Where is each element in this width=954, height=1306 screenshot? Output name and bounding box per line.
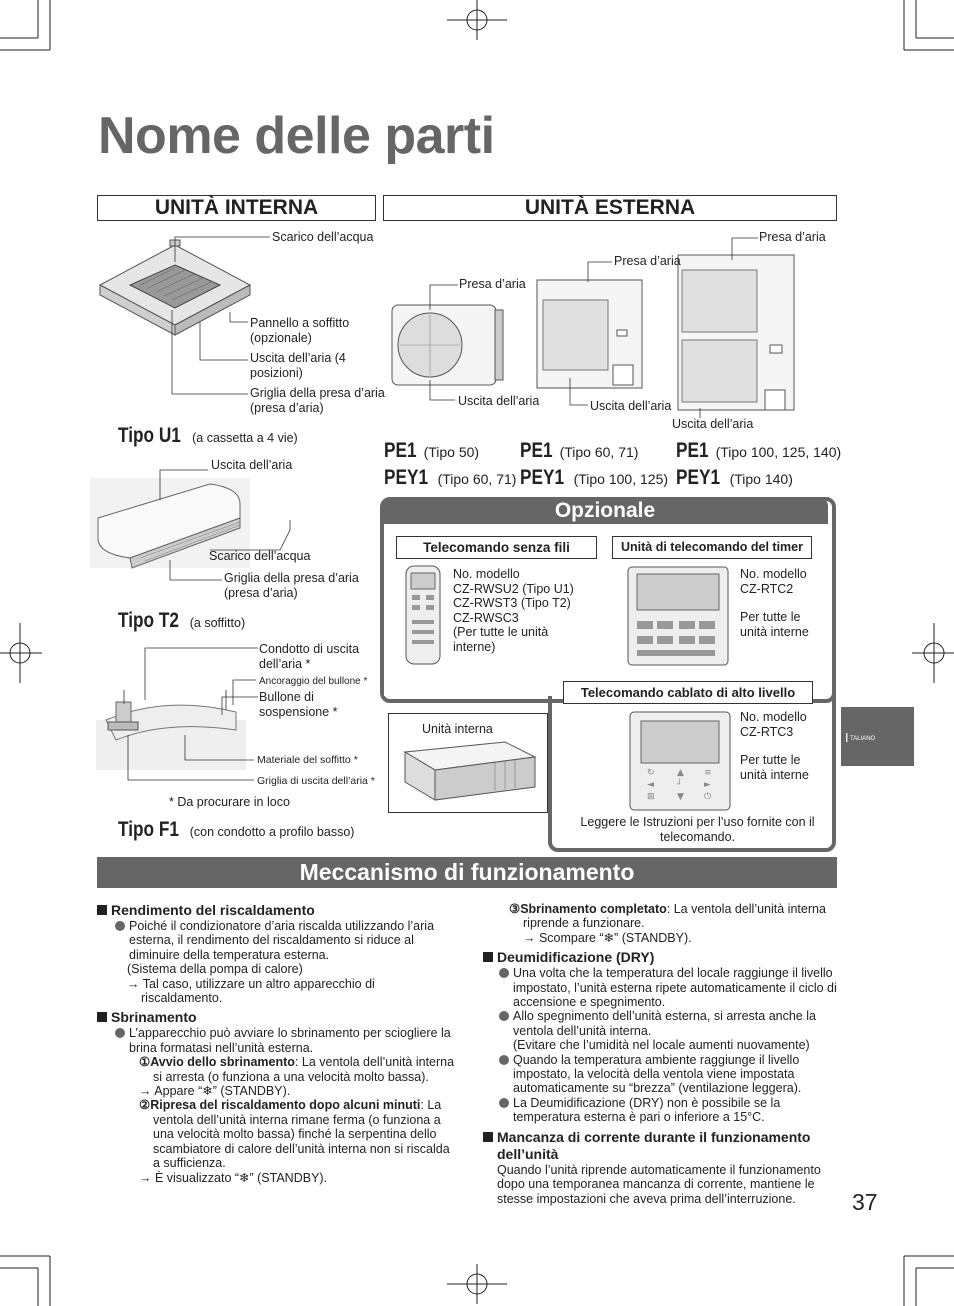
- timer-remote-text: [740, 567, 809, 639]
- t2-grille-label: Griglia della presa d’aria (presa d’aria): [224, 571, 359, 600]
- f1-ceiling-label: Materiale del soffitto *: [257, 754, 358, 766]
- dry-bullet-1: Una volta che la temperatura del locale raggiunge il livello impostato, l’unità esterna ripete automaticamente il ciclo di accensione e spegnimento.: [513, 966, 837, 1010]
- wired-line-1: No. modello: [740, 710, 807, 724]
- outdoor-model-2: [520, 438, 668, 492]
- u1-drain-label: Scarico dell’acqua: [272, 230, 374, 244]
- outdoor-model-3: [676, 438, 841, 492]
- svg-text:►: ►: [704, 780, 711, 790]
- outdoor-model-1: [384, 438, 516, 492]
- timer-remote-icon: [627, 566, 729, 666]
- bullet-icon: [499, 1055, 509, 1065]
- indoor-unit-header: UNITÀ INTERNA: [97, 195, 376, 221]
- mechanism-header: Meccanismo di funzionamento: [97, 857, 837, 888]
- defrost-step2-text: : La ventola dell’unità interna rimane ferma (o funziona a una velocità molto bassa) finché la serpentina dello scambiatore di calore dell’unità interna non si riscalda a sufficienza.: [153, 1098, 450, 1171]
- timer-line-3: [740, 596, 809, 610]
- defrost-step1-title: ①Avvio dello sbrinamento: [139, 1055, 295, 1070]
- svg-text:▼: ▼: [677, 792, 684, 802]
- bullet-icon: [499, 1011, 509, 1021]
- wireless-line-2: CZ-RWSU2 (Tipo U1): [453, 581, 574, 596]
- timer-line-5: unità interne: [740, 624, 809, 639]
- defrost-step3-title: ③Sbrinamento completato: [509, 902, 667, 916]
- type-t2-code: Tipo T2: [118, 609, 179, 632]
- defrost-step3-arrow: → Scompare “❄” (STANDBY).: [523, 930, 692, 945]
- model-1-pe-desc: (Tipo 50): [423, 444, 480, 460]
- wireless-remote-icon: [405, 565, 441, 665]
- page-number: 37: [852, 1189, 878, 1215]
- model-3-pe: PE1: [676, 439, 709, 462]
- heating-arrow: → Tal caso, utilizzare un altro apparecchio di riscaldamento.: [127, 976, 375, 1006]
- u1-panel-label: Pannello a soffitto (opzionale): [250, 316, 350, 345]
- wired-line-5: unità interne: [740, 767, 809, 782]
- model-3-pe-desc: (Tipo 100, 125, 140): [715, 444, 842, 460]
- model-3-pey: PEY1: [676, 466, 721, 489]
- svg-text:≡: ≡: [704, 768, 712, 778]
- bullet-icon: [115, 1028, 125, 1038]
- model-2-pey: PEY1: [520, 466, 565, 489]
- type-t2-desc: (a soffitto): [189, 616, 246, 630]
- wireless-line-4: CZ-RWSC3: [453, 610, 519, 625]
- language-tab: [841, 707, 914, 766]
- wired-remote-title: Telecomando cablato di alto livello: [563, 681, 813, 704]
- t2-outlet-label: Uscita dell’aria: [211, 458, 293, 472]
- wireless-remote-text: [453, 567, 574, 654]
- outdoor-intake-label-3: Presa d’aria: [759, 230, 826, 244]
- square-bullet-icon: [483, 1132, 493, 1142]
- language-tab-rest: TALIANO: [850, 736, 876, 742]
- type-f1-desc: (con condotto a profilo basso): [189, 825, 355, 839]
- dry-bullet-3: Quando la temperatura ambiente raggiunge il livello impostato, la velocità della ventola viene impostata automaticamente su “brezza” (ventilazione leggera).: [513, 1052, 802, 1096]
- svg-text:⏻: ⏻: [704, 792, 712, 802]
- wired-line-3: [740, 739, 809, 753]
- model-1-pey-desc: (Tipo 60, 71): [437, 471, 517, 487]
- square-bullet-icon: [97, 905, 107, 915]
- outdoor-intake-label-1: Presa d’aria: [459, 277, 526, 291]
- panel-gap: [384, 690, 554, 696]
- heating-title: Rendimento del riscaldamento: [111, 902, 315, 918]
- model-2-pe: PE1: [520, 439, 553, 462]
- wireless-line-6: interne): [453, 639, 496, 654]
- timer-line-1: No. modello: [740, 567, 807, 581]
- outdoor-intake-label-2: Presa d’aria: [614, 254, 681, 268]
- power-text: Quando l’unità riprende automaticamente il funzionamento dopo una temporanea mancanza di corrente, mantiene le stesse impostazioni che aveva prima dell’interruzione.: [497, 1162, 821, 1206]
- model-3-pey-desc: (Tipo 140): [729, 471, 793, 487]
- power-title: Mancanza di corrente durante il funzionamento dell’unità: [497, 1128, 811, 1162]
- wired-remote-text: [740, 710, 809, 782]
- f1-bolt-label: Bullone di sospensione *: [259, 690, 338, 719]
- defrost-step2-arrow: → È visualizzato “❄” (STANDBY).: [139, 1170, 328, 1185]
- type-f1-code: Tipo F1: [118, 818, 179, 841]
- bullet-icon: [499, 1098, 509, 1108]
- square-bullet-icon: [97, 1012, 107, 1022]
- t2-drain-label: Scarico dell’acqua: [209, 549, 311, 563]
- wireless-line-5: (Per tutte le unità: [453, 625, 549, 639]
- svg-text:┘: ┘: [677, 780, 683, 790]
- heating-bullet: Poiché il condizionatore d’aria riscalda utilizzando l’aria esterna, il rendimento del riscaldamento si riduce al diminuire della temperatura esterna.: [129, 919, 435, 962]
- mechanism-right-column: [497, 902, 839, 1206]
- defrost-step3-text: : La ventola dell’unità interna riprende a funzionare.: [523, 902, 826, 931]
- outdoor-outlet-label-2: Uscita dell’aria: [590, 399, 672, 413]
- wireless-line-3: CZ-RWST3 (Tipo T2): [453, 596, 571, 610]
- svg-text:⊠: ⊠: [647, 792, 655, 802]
- u1-grille-label: Griglia della presa d’aria (presa d’aria): [250, 386, 385, 415]
- page-title: Nome delle parti: [98, 107, 495, 165]
- svg-text:◄: ◄: [647, 780, 654, 790]
- wired-line-2: CZ-RTC3: [740, 724, 794, 739]
- dry-bullet-4: La Deumidificazione (DRY) non è possibile se la temperatura esterna è pari o inferiore a 15°C.: [513, 1095, 781, 1125]
- defrost-step2-title: ②Ripresa del riscaldamento dopo alcuni minuti: [139, 1098, 421, 1113]
- defrost-title: Sbrinamento: [111, 1009, 197, 1026]
- indoor-unit-box-label: Unità interna: [422, 722, 493, 736]
- optional-header: Opzionale: [382, 498, 828, 524]
- square-bullet-icon: [483, 952, 493, 962]
- wireless-remote-title: Telecomando senza fili: [396, 536, 597, 559]
- optional-footnote: Leggere le Istruzioni per l’uso fornite con il telecomando.: [580, 815, 815, 844]
- f1-duct-label: Condotto di uscita dell’aria *: [259, 642, 360, 671]
- type-u1-code: Tipo U1: [118, 424, 181, 447]
- f1-anchor-label: Ancoraggio del bullone *: [259, 676, 368, 687]
- svg-text:↻: ↻: [647, 768, 655, 778]
- model-2-pey-desc: (Tipo 100, 125): [573, 471, 669, 487]
- model-1-pe: PE1: [384, 439, 417, 462]
- mechanism-left-column: [97, 902, 457, 1185]
- outdoor-outlet-label-3: Uscita dell’aria: [672, 417, 754, 431]
- wireless-line-1: No. modello: [453, 567, 520, 581]
- defrost-bullet: L’apparecchio può avviare lo sbrinamento per sciogliere la brina formatasi nell’unità esterna.: [129, 1026, 451, 1055]
- heating-note: (Sistema della pompa di calore): [127, 962, 303, 977]
- wired-line-4: Per tutte le: [740, 753, 801, 767]
- model-2-pe-desc: (Tipo 60, 71): [559, 444, 639, 460]
- bullet-icon: [115, 921, 125, 931]
- wired-remote-icon: [629, 711, 731, 811]
- defrost-step1-arrow: → Appare “❄” (STANDBY).: [139, 1084, 291, 1099]
- timer-remote-title: Unità di telecomando del timer: [612, 536, 812, 559]
- bullet-icon: [499, 968, 509, 978]
- f1-grille-label: Griglia di uscita dell’aria *: [257, 775, 375, 787]
- language-tab-initial: I: [845, 730, 849, 745]
- outdoor-outlet-label-1: Uscita dell’aria: [458, 394, 540, 408]
- type-u1-desc: (a cassetta a 4 vie): [192, 431, 298, 445]
- timer-line-4: Per tutte le: [740, 610, 801, 624]
- f1-note: * Da procurare in loco: [169, 795, 290, 809]
- svg-text:▲: ▲: [677, 768, 684, 778]
- defrost-step1-text: : La ventola dell’unità interna si arresta (o funziona a una velocità molto bassa).: [153, 1055, 455, 1084]
- dry-title: Deumidificazione (DRY): [497, 949, 655, 966]
- u1-outlet-label: Uscita dell’aria (4 posizioni): [250, 351, 346, 380]
- low-profile-unit-icon: [395, 742, 545, 804]
- outdoor-unit-header: UNITÀ ESTERNA: [383, 195, 837, 221]
- model-1-pey: PEY1: [384, 466, 429, 489]
- timer-line-2: CZ-RTC2: [740, 581, 794, 596]
- dry-note: (Evitare che l’umidità nel locale aumenti nuovamente): [513, 1038, 810, 1053]
- dry-bullet-2: Allo spegnimento dell’unità esterna, si arresta anche la ventola dell’unità interna.: [513, 1009, 816, 1038]
